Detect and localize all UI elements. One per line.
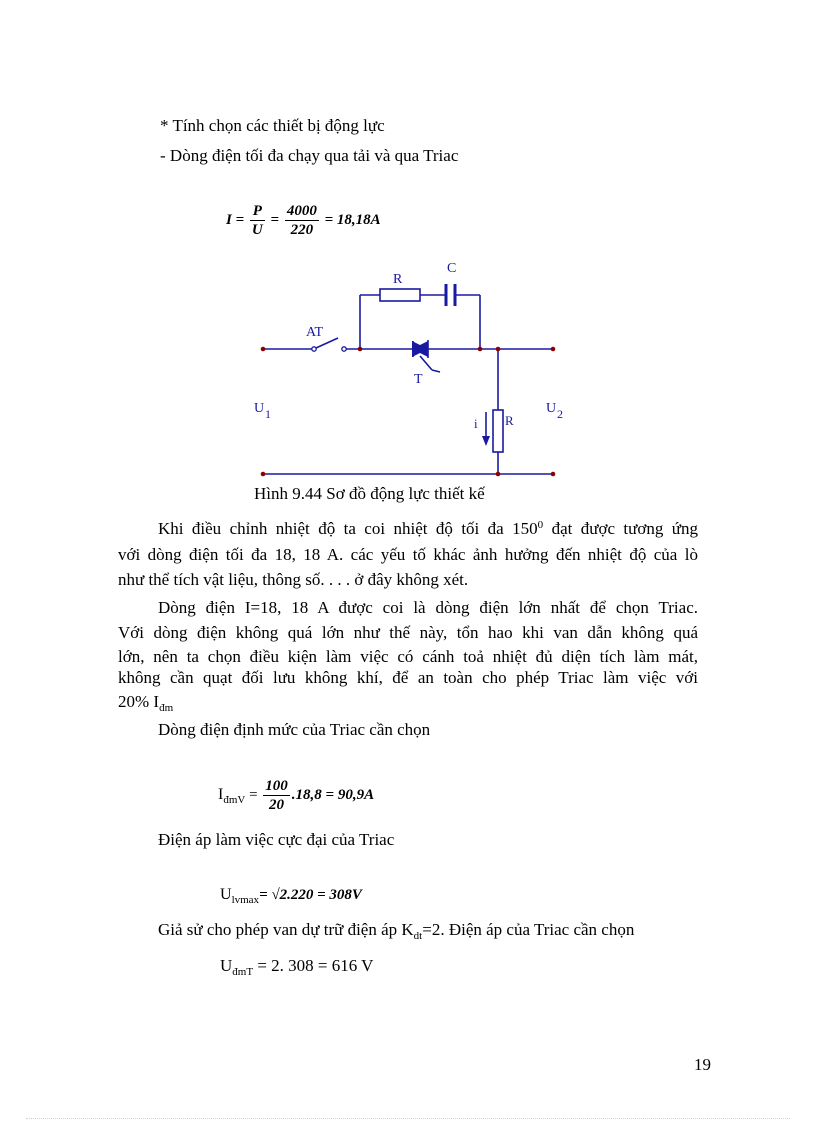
- para2-line5: 20% $I_{đm}$: [118, 692, 174, 714]
- resistor-r-snubber: [380, 289, 420, 301]
- label-u1-sub: 1: [265, 407, 271, 421]
- para2-line1: Dòng điện I=18, 18 A được coi là dòng điện lớn nhất để chọn Triac.: [158, 598, 698, 617]
- reserve-voltage-text: Giả sử cho phép van dự trữ điện áp $K_{dt}=2$. Điện áp của Triac cần chọn: [158, 920, 635, 942]
- para1-line2: với dòng điện tối đa 18, 18 A. các yếu tố khác ảnh hưởng đến nhiệt độ của lò: [118, 545, 698, 564]
- para2-line2: Với dòng điện không quá lớn như thế này, tổn hao khi van dẫn không quá: [118, 623, 698, 642]
- page-number: 19: [694, 1055, 711, 1074]
- label-u2: U: [546, 401, 557, 416]
- para1-line3: như thể tích vật liệu, thông số. . . . ở đây không xét.: [118, 570, 469, 589]
- label-c: C: [447, 261, 457, 276]
- para2-line3: lớn, nên ta chọn điều kiện làm việc có cánh toả nhiệt đủ diện tích làm mát,: [118, 647, 698, 666]
- label-r-load: R: [505, 413, 514, 428]
- figure-caption: Hình 9.44 Sơ đồ động lực thiết kế: [254, 484, 485, 503]
- label-t: T: [414, 372, 423, 387]
- label-u1: U: [254, 401, 265, 416]
- current-arrow-icon: [482, 436, 490, 446]
- label-at: AT: [306, 325, 324, 340]
- equation-rated-current: $I_{đmV}$ = $\frac{100}{20}$ .18,8 = 90,9A: [218, 778, 375, 813]
- equation-max-voltage: $U_{lvmax}= √2.220 = 308V$: [220, 886, 362, 906]
- resistor-r-load: [493, 410, 503, 452]
- para1-line1: Khi điều chỉnh nhiệt độ ta coi nhiệt độ tối đa $150^0$ đạt được tương ứng: [158, 519, 698, 538]
- label-u2-sub: 2: [557, 407, 563, 421]
- max-voltage-text: Điện áp làm việc cực đại của Triac: [158, 830, 395, 849]
- equation-current: I = $\frac{P}{U}$ = $\frac{4000}{220}$ = 18,18A: [226, 203, 381, 238]
- circuit-diagram: [0, 0, 816, 500]
- equation-rated-voltage: $U_{đmT} = 2$. 308 = 616 V: [220, 956, 374, 978]
- subsection-heading: - Dòng điện tối đa chạy qua tải và qua Triac: [160, 146, 459, 165]
- page-footer-divider: [26, 1118, 790, 1119]
- para2-line4: không cần quạt đối lưu không khí, để an toàn cho phép Triac làm việc với: [118, 668, 698, 687]
- section-heading: * Tính chọn các thiết bị động lực: [160, 116, 385, 135]
- label-r-snubber: R: [393, 272, 403, 287]
- rated-current-text: Dòng điện định mức của Triac cần chọn: [158, 720, 431, 739]
- label-i: i: [474, 416, 478, 431]
- circuit-nodes: [261, 347, 556, 477]
